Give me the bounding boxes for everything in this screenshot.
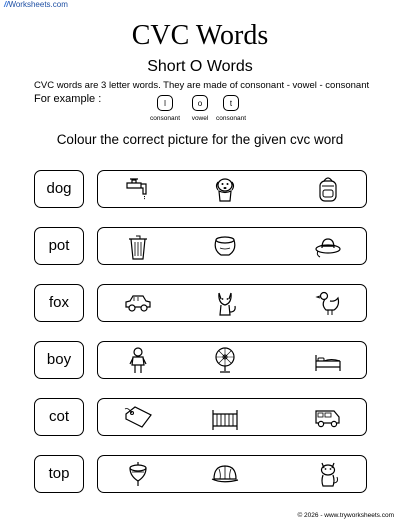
brand-logo: //Worksheets.com [4,0,68,9]
word-box-fox: fox [34,284,84,322]
example-caption-2: vowel [191,115,209,122]
picture-row-dog [97,170,367,208]
fan-icon[interactable] [210,345,240,375]
word-box-boy: boy [34,341,84,379]
brand-name: Worksheets.com [8,0,68,9]
car-icon[interactable] [123,288,153,318]
pot-icon[interactable] [210,231,240,261]
cot-icon[interactable] [210,402,240,432]
dog-icon[interactable] [210,174,240,204]
example-label: For example : [34,93,102,105]
page-title: CVC Words [131,20,269,51]
example-letter-2: o [192,95,208,111]
picture-row-pot [97,227,367,265]
tag-icon[interactable] [123,402,153,432]
example-letter-1: l [157,95,173,111]
trash-can-icon[interactable] [123,231,153,261]
tap-icon[interactable] [123,174,153,204]
bed-icon[interactable] [313,345,343,375]
hat-icon[interactable] [313,231,343,261]
picture-row-top [97,455,367,493]
fox-icon[interactable] [210,288,240,318]
spinning-top-icon[interactable] [123,459,153,489]
picture-row-fox [97,284,367,322]
van-icon[interactable] [313,402,343,432]
word-box-cot: cot [34,398,84,436]
picture-row-boy [97,341,367,379]
hen-icon[interactable] [313,288,343,318]
word-box-dog: dog [34,170,84,208]
footer-copyright: © 2026 - www.tryworksheets.com [297,512,394,519]
backpack-icon[interactable] [313,174,343,204]
example-caption-3: consonant [216,115,246,122]
example-caption-1: consonant [150,115,180,122]
word-box-pot: pot [34,227,84,265]
page-subtitle: Short O Words [147,58,253,75]
boy-icon[interactable] [123,345,153,375]
cat-icon[interactable] [313,459,343,489]
instruction-text: Colour the correct picture for the given cvc word [56,132,344,147]
example-letter-3: t [223,95,239,111]
word-box-top: top [34,455,84,493]
picture-row-cot [97,398,367,436]
intro-text: CVC words are 3 letter words. They are made of consonant - vowel - consonant [34,80,370,91]
cap-icon[interactable] [210,459,240,489]
